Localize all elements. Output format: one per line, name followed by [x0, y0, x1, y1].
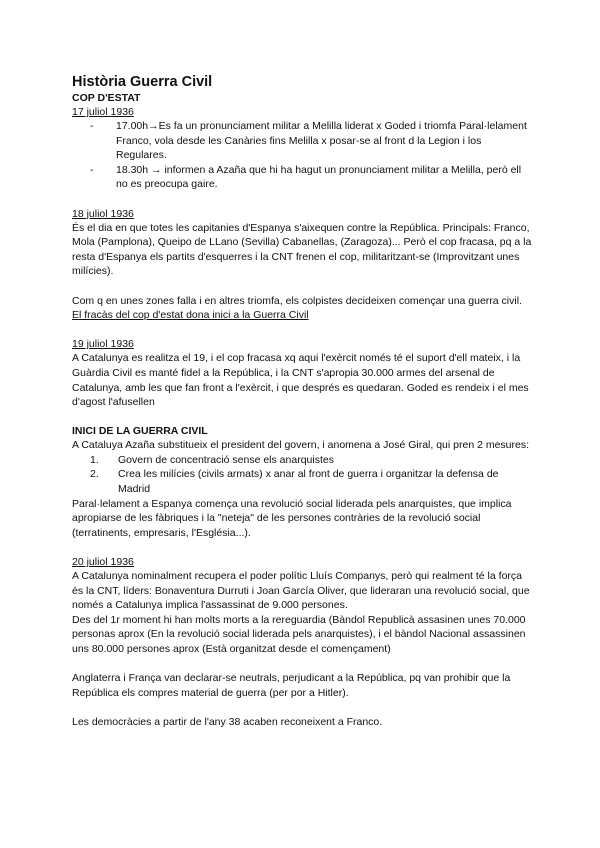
paragraph	[72, 294, 532, 323]
section-heading-cop-destat: COP D'ESTAT	[72, 92, 141, 104]
list-number: 1.	[90, 453, 99, 466]
document-title: Història Guerra Civil	[72, 74, 213, 90]
list-item-text: Crea les milícies (civils armats) x anar al front de guerra i organitzar la defensa de Madrid	[118, 468, 499, 496]
list-item-text: Govern de concentració sense els anarquistes	[118, 453, 334, 466]
date-17-juliol: 17 juliol 1936	[72, 106, 134, 118]
paragraph: És el dia en que totes les capitanies d'Espanya s'aixequen contre la República. Principals: Franco, Mola (Pamplona), Queipo de LLano (Sevilla) Cabanellas, (Zaragoza)... Però el cop fracasa, pq a la resta d'Espanya els partits d'esquerres i la CNT frenen el cop, militaritzant-se (Improvitzant unes milícies).	[72, 221, 532, 278]
list-number: 2.	[90, 468, 99, 481]
section-heading-inici-guerra: INICI DE LA GUERRA CIVIL	[72, 425, 208, 438]
paragraph: A Catalunya nominalment recupera el poder polític Lluís Companys, però qui realment té la força és la CNT, líders: Bonaventura Durruti i Joan García Oliver, que lideraran una revolució social, que només a Catalunya implica l'assassinat de 9.000 persones.	[72, 570, 530, 612]
paragraph: A Cataluya Azaña substitueix el president del govern, i anomena a José Giral, qui pren 2 mesures:	[72, 439, 530, 452]
paragraph: Les democràcies a partir de l'any 38 acaben reconeixent a Franco.	[72, 715, 383, 728]
paragraph: Paral·lelament a Espanya comença una revolució social liderada pels anarquistes, que implica apropiarse de les fàbriques i la "neteja" de les persones contràries de la revolució social (terratinents, empresaris, l'Església...).	[72, 497, 512, 539]
date-20-juliol: 20 juliol 1936	[72, 556, 134, 569]
paragraph: A Catalunya es realitza el 19, i el cop fracasa xq aqui l'exèrcit només té el suport d'ell mateix, i la Guàrdia Civil es manté fidel a la República, i la CNT s'apropia 30.000 armes del arsenal de Catalunya, amb les que fan front a l'exèrcit, i que després es quedaran. Goded es rendeix i el mes d'agost l'afusellen	[72, 352, 529, 409]
paragraph: Des del 1r moment hi han molts morts a la rereguardia (Bàndol Republicà assasinen unes 70.000 personas aprox (En la revolució social liderada pels anarquistes), i el bàndol Nacional assassinen uns 80.000 persones aprox (Està organitzat desde el començament)	[72, 613, 526, 655]
paragraph-text: Com q en unes zones falla i en altres triomfa, els colpistes decideixen començar una guerra civil.	[72, 294, 522, 307]
numbered-list	[72, 453, 532, 497]
paragraph: Anglaterra i França van declarar-se neutrals, perjudicant a la República, pq van prohibir que la República els compres material de guerra (per por a Hitler).	[72, 672, 511, 699]
date-18-juliol: 18 juliol 1936	[72, 207, 134, 220]
list-item	[90, 453, 532, 468]
bullet-list	[72, 119, 532, 192]
list-item	[90, 467, 532, 496]
date-19-juliol: 19 juliol 1936	[72, 338, 134, 351]
list-item: - 17.00h→Es fa un pronunciament militar a Melilla liderat x Goded i triomfa Paral·lelament Franco, vola desde les Canàries fins Melilla x posar-se al front d la Legion i los Regulares.	[90, 119, 532, 163]
document-content	[72, 74, 532, 730]
list-item: - 18.30h → informen a Azaña que hi ha hagut un pronunciament militar a Melilla, però ell no es preocupa gaire.	[90, 163, 532, 192]
underlined-statement: El fracàs del cop d'estat dona inici a la Guerra Civil	[72, 309, 309, 322]
